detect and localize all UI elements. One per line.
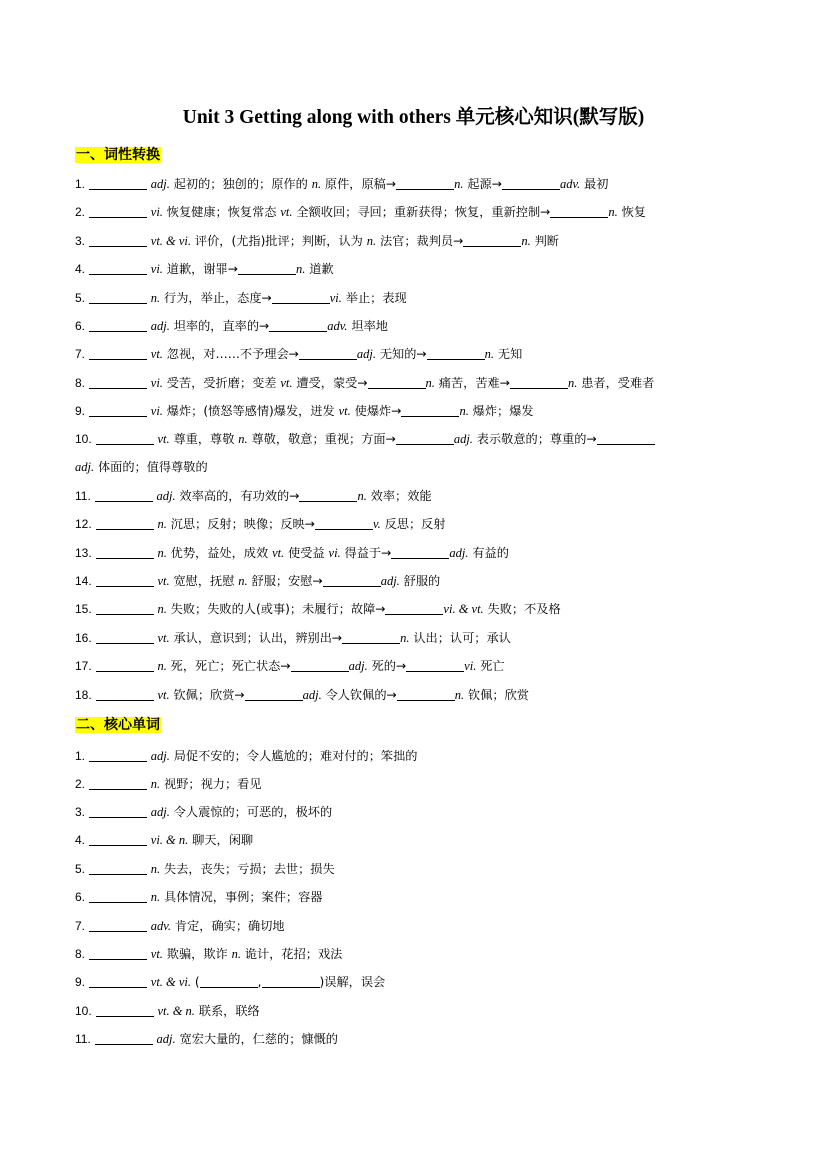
item-number: 6. [75, 890, 86, 904]
part-of-speech: vt. [338, 404, 351, 418]
answer-blank[interactable] [427, 347, 485, 360]
item-number: 4. [75, 262, 86, 276]
part-of-speech: n. [157, 602, 167, 616]
definition-text: 优势，益处，成效 [166, 546, 273, 560]
definition-text: 爆炸；(愤怒等感情)爆发，迸发 [162, 404, 339, 418]
definition-text: ( [191, 975, 200, 989]
definition-text: 失败；失败的人(或事)；未履行；故障→ [166, 602, 386, 616]
definition-text: 起源→ [463, 177, 502, 191]
part-of-speech: vi. [150, 205, 163, 219]
answer-blank[interactable] [299, 489, 357, 502]
definition-text: 认出；认可；承认 [409, 631, 511, 645]
definition-text: 道歉 [305, 262, 334, 276]
word-conversion-item-16 [75, 629, 511, 647]
item-number: 1. [75, 749, 86, 763]
part-of-speech: n. [150, 862, 161, 876]
answer-blank[interactable] [96, 1004, 154, 1017]
part-of-speech: n. [400, 631, 410, 645]
answer-blank[interactable] [597, 432, 655, 445]
part-of-speech: n. [357, 489, 367, 503]
definition-text: 评价，(尤指)批评；判断，认为 [191, 234, 367, 248]
part-of-speech: vt. & vi. [150, 234, 192, 248]
definition-text: 受苦，受折磨；变差 [162, 376, 281, 390]
answer-blank[interactable] [89, 262, 147, 275]
definition-text: 起初的；独创的；原作的 [169, 177, 312, 191]
answer-blank[interactable] [200, 975, 258, 988]
definition-text: 钦佩；欣赏→ [169, 688, 245, 702]
definition-text: 钦佩；欣赏 [464, 688, 529, 702]
item-number: 5. [75, 862, 86, 876]
answer-blank[interactable] [89, 975, 147, 988]
part-of-speech: vi. [464, 659, 477, 673]
definition-text: 遭受，蒙受→ [292, 376, 368, 390]
definition-text: 令人钦佩的→ [321, 688, 397, 702]
definition-text: 最初 [580, 177, 609, 191]
part-of-speech: n. [366, 234, 377, 248]
answer-blank[interactable] [550, 205, 608, 218]
part-of-speech: adj. [156, 489, 176, 503]
part-of-speech: adj. [380, 574, 400, 588]
answer-blank[interactable] [391, 546, 449, 559]
definition-text: 行为，举止，态度→ [160, 291, 272, 305]
part-of-speech: vt. [157, 688, 170, 702]
item-number: 18. [75, 688, 92, 702]
part-of-speech: n. [425, 376, 435, 390]
part-of-speech: vi. [328, 546, 341, 560]
definition-text: 沉思；反射；映像；反映→ [166, 517, 315, 531]
core-word-item-8 [75, 945, 342, 963]
part-of-speech: vt. [280, 376, 293, 390]
definition-text: 失去，丧失；亏损；去世；损失 [160, 862, 335, 876]
definition-text: 舒服；安慰→ [247, 574, 323, 588]
definition-text: 反思；反射 [380, 517, 446, 531]
item-number: 15. [75, 602, 92, 616]
answer-blank[interactable] [396, 177, 454, 190]
definition-text: 联系，联络 [194, 1004, 260, 1018]
definition-text: )误解，误会 [319, 975, 386, 989]
definition-text: 具体情况，事例；案件；容器 [160, 890, 323, 904]
answer-blank[interactable] [238, 262, 296, 275]
definition-text: 失败；不及格 [483, 602, 561, 616]
item-number: 9. [75, 975, 86, 989]
part-of-speech: vt. [272, 546, 285, 560]
definition-text: 宽宏大量的，仁慈的；慷慨的 [175, 1032, 338, 1046]
word-conversion-item-15 [75, 600, 561, 618]
answer-blank[interactable] [385, 602, 443, 615]
part-of-speech: vt. [150, 347, 163, 361]
word-conversion-item-13 [75, 544, 509, 562]
definition-text: 得益于→ [340, 546, 392, 560]
item-number: 12. [75, 517, 92, 531]
part-of-speech: vi. [329, 291, 342, 305]
definition-text: 使受益 [284, 546, 329, 560]
definition-text: 无知的→ [376, 347, 427, 361]
item-number: 10. [75, 432, 92, 446]
definition-text: 局促不安的；令人尴尬的；难对付的；笨拙的 [169, 749, 418, 763]
part-of-speech: vt. [280, 205, 293, 219]
item-number: 17. [75, 659, 92, 673]
definition-text: 有益的 [468, 546, 509, 560]
definition-text: 效率；效能 [366, 489, 432, 503]
core-word-item-2 [75, 775, 262, 793]
part-of-speech: n. [157, 659, 167, 673]
word-conversion-item-1 [75, 175, 608, 193]
definition-text: 令人震惊的；可恶的，极坏的 [169, 805, 333, 819]
answer-blank[interactable] [323, 574, 381, 587]
core-word-item-1 [75, 747, 418, 765]
part-of-speech: v. [372, 517, 381, 531]
part-of-speech: n. [454, 177, 464, 191]
part-of-speech: adv. [559, 177, 581, 191]
definition-text: 体面的；值得尊敬的 [94, 460, 208, 474]
definition-text: 道歉，谢罪→ [162, 262, 238, 276]
answer-blank[interactable] [262, 975, 320, 988]
item-number: 7. [75, 919, 86, 933]
part-of-speech: n. [157, 517, 167, 531]
part-of-speech: n. [295, 262, 306, 276]
definition-text: 使爆炸→ [350, 404, 402, 418]
core-word-item-11 [75, 1030, 338, 1048]
answer-blank[interactable] [342, 631, 400, 644]
item-number: 2. [75, 777, 86, 791]
item-number: 13. [75, 546, 92, 560]
answer-blank[interactable] [299, 347, 357, 360]
item-number: 6. [75, 319, 86, 333]
answer-blank[interactable] [89, 919, 147, 932]
word-conversion-item-7 [75, 345, 522, 363]
definition-text: 死亡 [476, 659, 505, 673]
core-word-item-7 [75, 917, 285, 935]
definition-text: 爆炸；爆发 [468, 404, 534, 418]
answer-blank[interactable] [96, 659, 154, 672]
definition-text: 效率高的，有功效的→ [175, 489, 300, 503]
core-word-item-10 [75, 1002, 260, 1020]
answer-blank[interactable] [96, 432, 154, 445]
part-of-speech: vi. & vt. [443, 602, 484, 616]
part-of-speech: vi. & n. [150, 833, 189, 847]
word-conversion-item-18 [75, 686, 529, 704]
word-conversion-item-14 [75, 572, 440, 590]
item-number: 7. [75, 347, 86, 361]
word-conversion-item-6 [75, 317, 388, 335]
part-of-speech: vi. [150, 404, 163, 418]
answer-blank[interactable] [89, 205, 147, 218]
core-word-item-4 [75, 831, 253, 849]
part-of-speech: n. [150, 890, 161, 904]
part-of-speech: vi. [150, 262, 163, 276]
item-number: 8. [75, 376, 86, 390]
part-of-speech: adj. [453, 432, 473, 446]
answer-blank[interactable] [89, 376, 147, 389]
answer-blank[interactable] [315, 517, 373, 530]
part-of-speech: n. [150, 291, 161, 305]
definition-text: , [257, 975, 262, 989]
part-of-speech: n. [608, 205, 618, 219]
answer-blank[interactable] [95, 489, 153, 502]
core-word-item-9 [75, 973, 385, 991]
answer-blank[interactable] [89, 833, 147, 846]
definition-text: 舒服的 [399, 574, 441, 588]
part-of-speech: vt. [157, 432, 170, 446]
part-of-speech: adj. [75, 460, 95, 474]
answer-blank[interactable] [95, 1032, 153, 1045]
definition-text: 坦率地 [347, 319, 388, 333]
answer-blank[interactable] [89, 404, 147, 417]
item-number: 1. [75, 177, 86, 191]
answer-blank[interactable] [406, 659, 464, 672]
word-conversion-item-10-continued [75, 458, 208, 476]
answer-blank[interactable] [96, 517, 154, 530]
part-of-speech: vt. & n. [157, 1004, 195, 1018]
answer-blank[interactable] [89, 291, 147, 304]
definition-text: 痛苦，苦难→ [434, 376, 510, 390]
definition-text: 死的→ [367, 659, 407, 673]
part-of-speech: n. [238, 432, 248, 446]
definition-text: 无知 [494, 347, 523, 361]
part-of-speech: adj. [150, 319, 170, 333]
definition-text: 坦率的，直率的→ [169, 319, 270, 333]
definition-text: 患者，受难者 [577, 376, 655, 390]
definition-text: 诡计，花招；戏法 [240, 947, 343, 961]
part-of-speech: n. [311, 177, 322, 191]
definition-text: 欺骗，欺诈 [162, 947, 232, 961]
part-of-speech: n. [454, 688, 465, 702]
part-of-speech: n. [157, 546, 167, 560]
answer-blank[interactable] [269, 319, 327, 332]
answer-blank[interactable] [89, 319, 147, 332]
answer-blank[interactable] [96, 602, 154, 615]
part-of-speech: adj. [449, 546, 469, 560]
part-of-speech: vt. [150, 947, 163, 961]
part-of-speech: n. [567, 376, 578, 390]
definition-text: 聊天，闲聊 [188, 833, 254, 847]
definition-text: 全额收回；寻回；重新获得；恢复，重新控制→ [292, 205, 551, 219]
answer-blank[interactable] [89, 862, 147, 875]
answer-blank[interactable] [291, 659, 349, 672]
word-conversion-item-12 [75, 515, 446, 533]
page-title: Unit 3 Getting along with others 单元核心知识(默写版) [182, 107, 645, 128]
item-number: 2. [75, 205, 86, 219]
part-of-speech: adj. [150, 749, 170, 763]
definition-text: 尊重，尊敬 [169, 432, 239, 446]
answer-blank[interactable] [502, 177, 560, 190]
answer-blank[interactable] [272, 291, 330, 304]
answer-blank[interactable] [89, 777, 147, 790]
part-of-speech: n. [521, 234, 531, 248]
item-number: 16. [75, 631, 92, 645]
section-heading-word-conversion: 一、词性转换 [76, 147, 160, 163]
word-conversion-item-5 [75, 289, 407, 307]
answer-blank[interactable] [89, 234, 147, 247]
item-number: 4. [75, 833, 86, 847]
definition-text: 尊敬，敬意；重视；方面→ [247, 432, 396, 446]
part-of-speech: n. [459, 404, 469, 418]
word-conversion-item-10 [75, 430, 655, 448]
word-conversion-item-4 [75, 260, 334, 278]
part-of-speech: adj. [156, 1032, 176, 1046]
item-number: 3. [75, 805, 86, 819]
definition-text: 恢复健康；恢复常态 [162, 205, 281, 219]
part-of-speech: adj. [150, 177, 170, 191]
part-of-speech: n. [231, 947, 241, 961]
part-of-speech: vt. [157, 631, 170, 645]
answer-blank[interactable] [401, 404, 459, 417]
part-of-speech: adj. [150, 805, 170, 819]
item-number: 8. [75, 947, 86, 961]
part-of-speech: adv. [150, 919, 172, 933]
part-of-speech: vt. [157, 574, 170, 588]
answer-blank[interactable] [96, 574, 154, 587]
answer-blank[interactable] [89, 805, 147, 818]
word-conversion-item-11 [75, 487, 432, 505]
part-of-speech: vi. [150, 376, 163, 390]
answer-blank[interactable] [89, 947, 147, 960]
item-number: 3. [75, 234, 86, 248]
definition-text: 肯定，确实；确切地 [171, 919, 285, 933]
part-of-speech: adj. [356, 347, 376, 361]
answer-blank[interactable] [89, 890, 147, 903]
answer-blank[interactable] [96, 688, 154, 701]
part-of-speech: vt. & vi. [150, 975, 192, 989]
definition-text: 举止；表现 [341, 291, 407, 305]
core-word-item-6 [75, 888, 322, 906]
section-heading-core-words: 二、核心单词 [76, 717, 160, 733]
word-conversion-item-17 [75, 657, 505, 675]
answer-blank[interactable] [396, 432, 454, 445]
word-conversion-item-3 [75, 232, 559, 250]
word-conversion-item-9 [75, 402, 534, 420]
item-number: 10. [75, 1004, 92, 1018]
item-number: 11. [75, 489, 91, 503]
answer-blank[interactable] [463, 234, 521, 247]
answer-blank[interactable] [96, 631, 154, 644]
core-word-item-5 [75, 860, 335, 878]
answer-blank[interactable] [368, 376, 426, 389]
part-of-speech: adj. [348, 659, 368, 673]
word-conversion-item-2 [75, 203, 646, 221]
item-number: 14. [75, 574, 92, 588]
answer-blank[interactable] [397, 688, 455, 701]
part-of-speech: n. [484, 347, 495, 361]
answer-blank[interactable] [245, 688, 303, 701]
definition-text: 表示敬意的；尊重的→ [472, 432, 597, 446]
definition-text: 死，死亡；死亡状态→ [166, 659, 291, 673]
definition-text: 法官；裁判员→ [376, 234, 464, 248]
word-conversion-item-8 [75, 374, 654, 392]
part-of-speech: adv. [327, 319, 348, 333]
answer-blank[interactable] [510, 376, 568, 389]
core-word-item-3 [75, 803, 332, 821]
definition-text: 宽慰，抚慰 [169, 574, 239, 588]
answer-blank[interactable] [89, 347, 147, 360]
part-of-speech: n. [150, 777, 161, 791]
definition-text: 恢复 [617, 205, 646, 219]
item-number: 9. [75, 404, 86, 418]
answer-blank[interactable] [96, 546, 154, 559]
part-of-speech: adj. [302, 688, 322, 702]
definition-text: 判断 [530, 234, 559, 248]
part-of-speech: n. [238, 574, 248, 588]
definition-text: 视野；视力；看见 [160, 777, 262, 791]
answer-blank[interactable] [89, 177, 147, 190]
definition-text: 承认，意识到；认出，辨别出→ [169, 631, 343, 645]
definition-text: 原件，原稿→ [321, 177, 397, 191]
definition-text: 忽视，对……不予理会→ [162, 347, 299, 361]
answer-blank[interactable] [89, 749, 147, 762]
item-number: 11. [75, 1032, 91, 1046]
item-number: 5. [75, 291, 86, 305]
